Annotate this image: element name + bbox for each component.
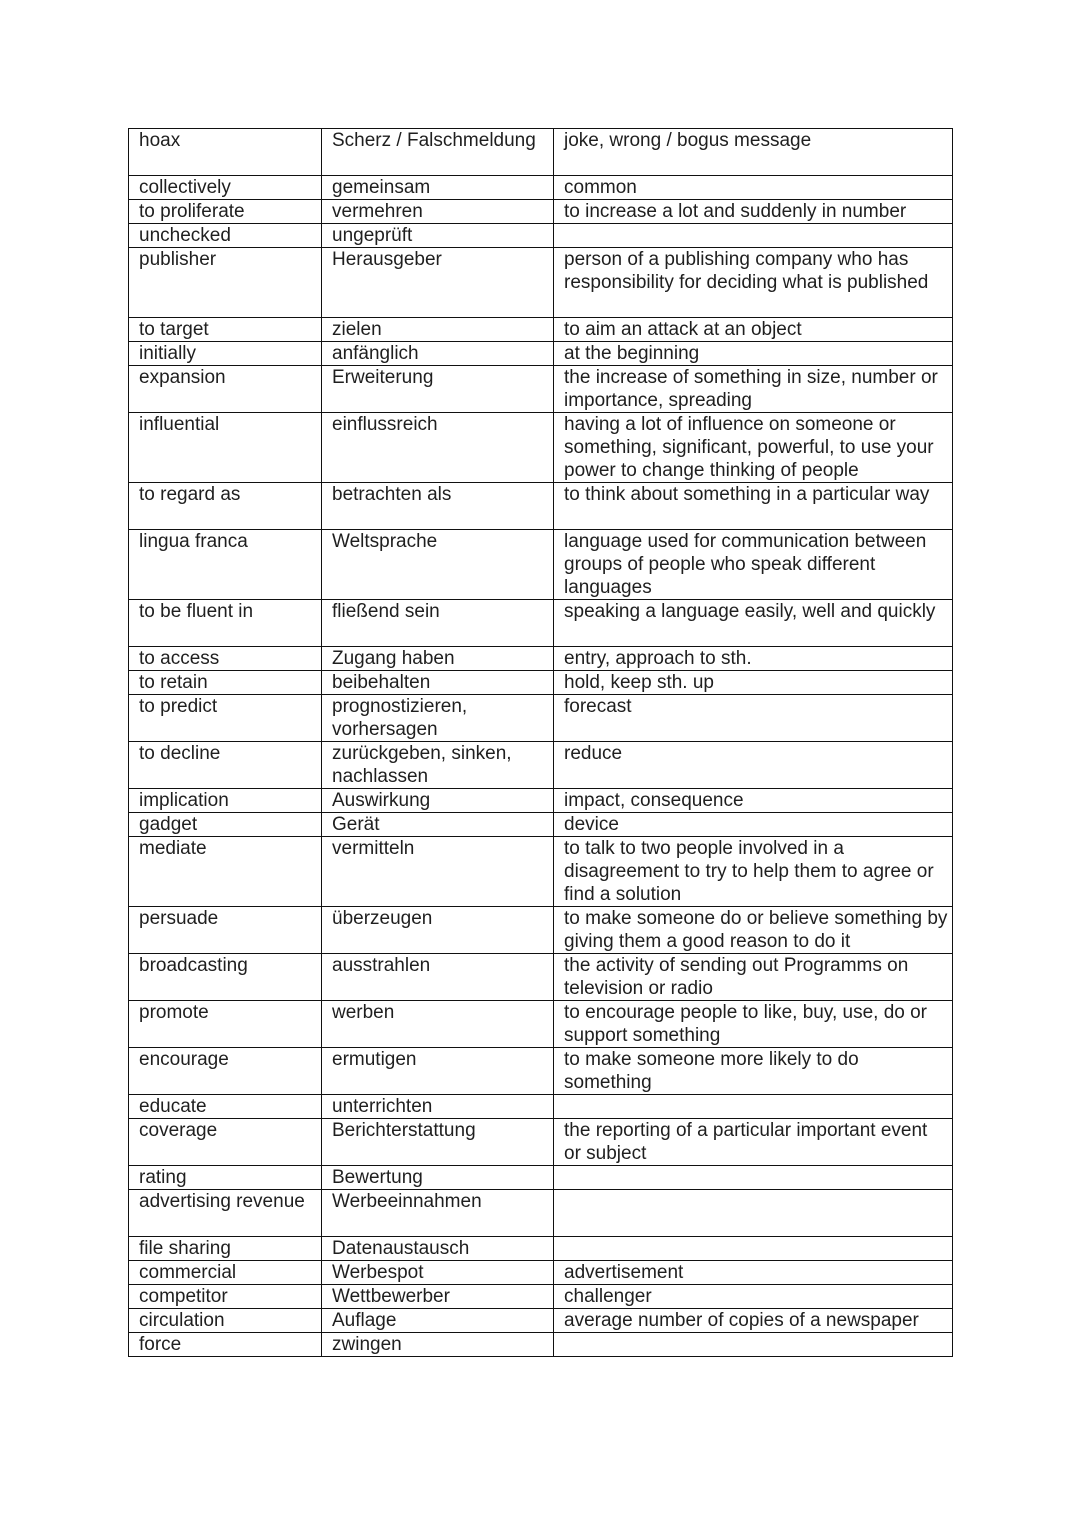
german-translation-cell: Auflage [322, 1309, 554, 1333]
table-row [129, 530, 953, 600]
english-term-cell: mediate [129, 837, 322, 907]
english-definition-cell: language used for communication between groups of people who speak different languages [554, 530, 953, 600]
english-definition-cell: entry, approach to sth. [554, 647, 953, 671]
english-term-cell: circulation [129, 1309, 322, 1333]
english-definition-cell: to increase a lot and suddenly in number [554, 200, 953, 224]
table-row [129, 1190, 953, 1237]
table-row [129, 366, 953, 413]
table-row [129, 1119, 953, 1166]
english-definition-cell: impact, consequence [554, 789, 953, 813]
english-term-cell: lingua franca [129, 530, 322, 600]
english-definition-cell: hold, keep sth. up [554, 671, 953, 695]
german-translation-cell: beibehalten [322, 671, 554, 695]
english-definition-cell: average number of copies of a newspaper [554, 1309, 953, 1333]
table-row [129, 318, 953, 342]
english-term-cell: gadget [129, 813, 322, 837]
table-row [129, 1237, 953, 1261]
english-definition-cell [554, 1333, 953, 1357]
table-row [129, 907, 953, 954]
table-row [129, 671, 953, 695]
table-row [129, 483, 953, 530]
german-translation-cell: zielen [322, 318, 554, 342]
english-term-cell: broadcasting [129, 954, 322, 1001]
table-row [129, 789, 953, 813]
german-translation-cell: ausstrahlen [322, 954, 554, 1001]
english-definition-cell: speaking a language easily, well and quickly [554, 600, 953, 647]
german-translation-cell: Erweiterung [322, 366, 554, 413]
german-translation-cell: Herausgeber [322, 248, 554, 318]
english-term-cell: persuade [129, 907, 322, 954]
german-translation-cell: Scherz / Falschmeldung [322, 129, 554, 176]
table-row [129, 248, 953, 318]
german-translation-cell: Auswirkung [322, 789, 554, 813]
english-term-cell: initially [129, 342, 322, 366]
english-term-cell: to proliferate [129, 200, 322, 224]
german-translation-cell: gemeinsam [322, 176, 554, 200]
english-definition-cell [554, 224, 953, 248]
english-term-cell: to predict [129, 695, 322, 742]
table-row [129, 1333, 953, 1357]
german-translation-cell: Zugang haben [322, 647, 554, 671]
table-row [129, 1095, 953, 1119]
table-row [129, 1261, 953, 1285]
english-term-cell: promote [129, 1001, 322, 1048]
english-definition-cell: person of a publishing company who has responsibility for deciding what is published [554, 248, 953, 318]
english-term-cell: to target [129, 318, 322, 342]
english-term-cell: encourage [129, 1048, 322, 1095]
english-term-cell: expansion [129, 366, 322, 413]
german-translation-cell: vermehren [322, 200, 554, 224]
english-term-cell: hoax [129, 129, 322, 176]
english-definition-cell: to make someone more likely to do something [554, 1048, 953, 1095]
english-definition-cell [554, 1095, 953, 1119]
table-row [129, 342, 953, 366]
english-definition-cell: to make someone do or believe something by giving them a good reason to do it [554, 907, 953, 954]
german-translation-cell: Bewertung [322, 1166, 554, 1190]
vocabulary-table [128, 128, 953, 1357]
german-translation-cell: ungeprüft [322, 224, 554, 248]
german-translation-cell: anfänglich [322, 342, 554, 366]
english-term-cell: implication [129, 789, 322, 813]
table-row [129, 224, 953, 248]
table-row [129, 176, 953, 200]
english-term-cell: coverage [129, 1119, 322, 1166]
english-definition-cell: device [554, 813, 953, 837]
german-translation-cell: Weltsprache [322, 530, 554, 600]
german-translation-cell: unterrichten [322, 1095, 554, 1119]
german-translation-cell: betrachten als [322, 483, 554, 530]
german-translation-cell: einflussreich [322, 413, 554, 483]
german-translation-cell: überzeugen [322, 907, 554, 954]
english-definition-cell [554, 1237, 953, 1261]
table-row [129, 1001, 953, 1048]
english-definition-cell: joke, wrong / bogus message [554, 129, 953, 176]
table-row [129, 695, 953, 742]
german-translation-cell: vermitteln [322, 837, 554, 907]
german-translation-cell: Werbespot [322, 1261, 554, 1285]
table-row [129, 1048, 953, 1095]
table-row [129, 1166, 953, 1190]
english-term-cell: publisher [129, 248, 322, 318]
english-term-cell: to be fluent in [129, 600, 322, 647]
german-translation-cell: zurückgeben, sinken, nachlassen [322, 742, 554, 789]
english-definition-cell: to talk to two people involved in a disagreement to try to help them to agree or find a solution [554, 837, 953, 907]
german-translation-cell: ermutigen [322, 1048, 554, 1095]
german-translation-cell: prognostizieren, vorhersagen [322, 695, 554, 742]
english-term-cell: unchecked [129, 224, 322, 248]
english-definition-cell: reduce [554, 742, 953, 789]
english-term-cell: force [129, 1333, 322, 1357]
english-term-cell: file sharing [129, 1237, 322, 1261]
english-definition-cell: forecast [554, 695, 953, 742]
english-term-cell: influential [129, 413, 322, 483]
table-row [129, 1309, 953, 1333]
english-definition-cell: at the beginning [554, 342, 953, 366]
english-definition-cell [554, 1190, 953, 1237]
english-definition-cell: advertisement [554, 1261, 953, 1285]
table-row [129, 954, 953, 1001]
table-row [129, 742, 953, 789]
table-row [129, 413, 953, 483]
table-row [129, 813, 953, 837]
english-term-cell: to access [129, 647, 322, 671]
english-definition-cell: the reporting of a particular important event or subject [554, 1119, 953, 1166]
german-translation-cell: werben [322, 1001, 554, 1048]
english-term-cell: collectively [129, 176, 322, 200]
english-definition-cell: the activity of sending out Programms on television or radio [554, 954, 953, 1001]
table-row [129, 837, 953, 907]
english-term-cell: commercial [129, 1261, 322, 1285]
german-translation-cell: Datenaustausch [322, 1237, 554, 1261]
german-translation-cell: fließend sein [322, 600, 554, 647]
german-translation-cell: zwingen [322, 1333, 554, 1357]
english-term-cell: competitor [129, 1285, 322, 1309]
table-row [129, 1285, 953, 1309]
english-definition-cell: having a lot of influence on someone or something, significant, powerful, to use your power to change thinking of people [554, 413, 953, 483]
english-definition-cell: to encourage people to like, buy, use, do or support something [554, 1001, 953, 1048]
english-definition-cell: challenger [554, 1285, 953, 1309]
english-definition-cell: the increase of something in size, number or importance, spreading [554, 366, 953, 413]
german-translation-cell: Werbeeinnahmen [322, 1190, 554, 1237]
german-translation-cell: Gerät [322, 813, 554, 837]
table-row [129, 647, 953, 671]
vocabulary-table-body [129, 129, 953, 1357]
table-row [129, 129, 953, 176]
english-term-cell: to decline [129, 742, 322, 789]
english-term-cell: advertising revenue [129, 1190, 322, 1237]
english-definition-cell: common [554, 176, 953, 200]
english-term-cell: educate [129, 1095, 322, 1119]
english-definition-cell: to aim an attack at an object [554, 318, 953, 342]
english-definition-cell [554, 1166, 953, 1190]
table-row [129, 200, 953, 224]
english-definition-cell: to think about something in a particular way [554, 483, 953, 530]
german-translation-cell: Wettbewerber [322, 1285, 554, 1309]
english-term-cell: to regard as [129, 483, 322, 530]
table-row [129, 600, 953, 647]
german-translation-cell: Berichterstattung [322, 1119, 554, 1166]
english-term-cell: rating [129, 1166, 322, 1190]
english-term-cell: to retain [129, 671, 322, 695]
